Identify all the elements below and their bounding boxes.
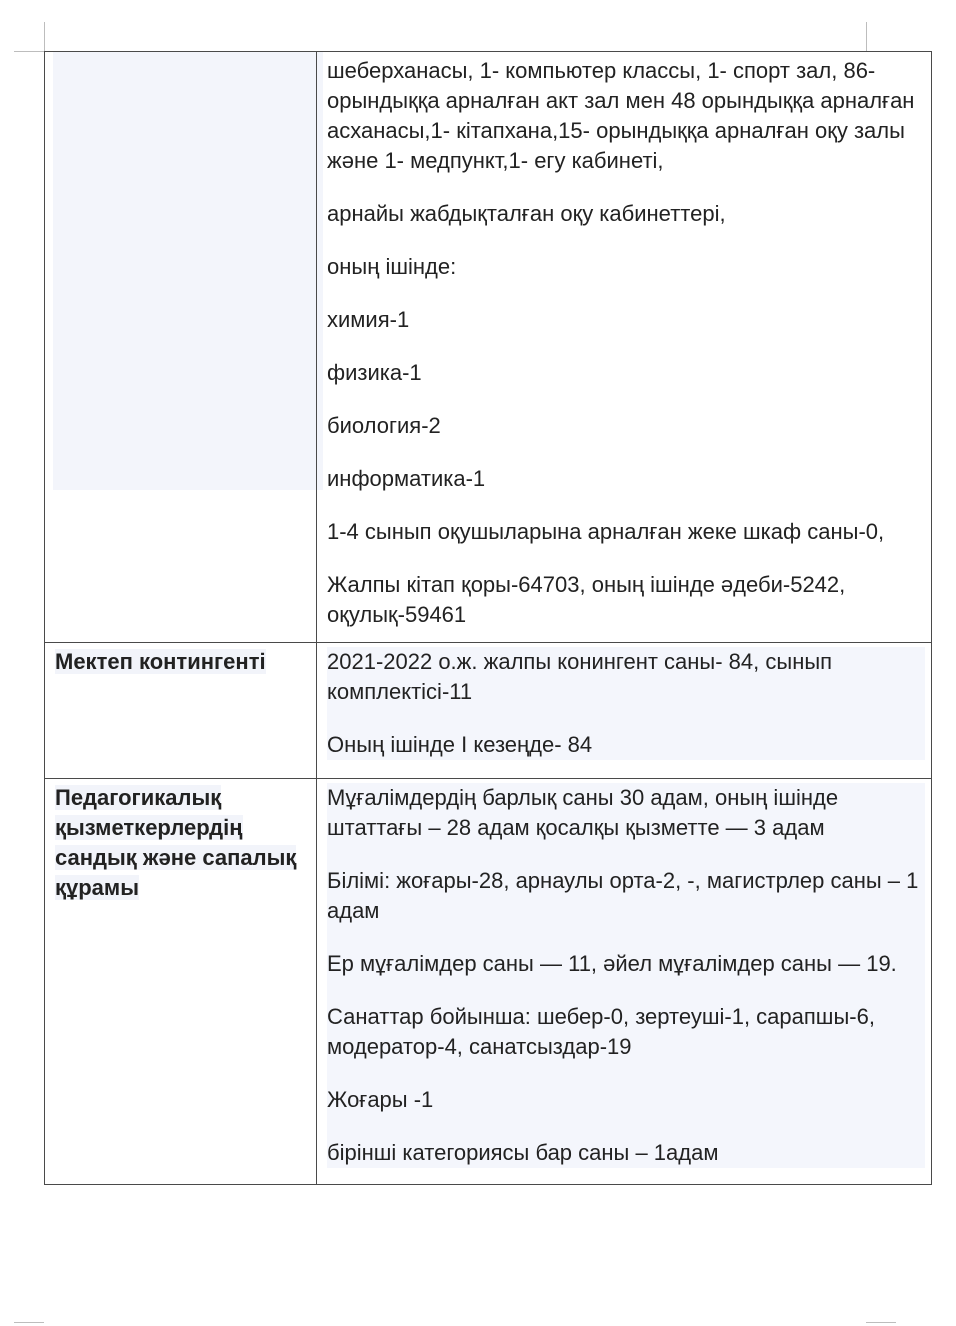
row-label: Педагогикалық қызметкерлердің сандық және сапалық құрамы — [55, 785, 297, 900]
paragraph: арнайы жабдықталған оқу кабинеттері, — [327, 201, 726, 226]
label-cell — [45, 643, 317, 779]
paragraph: 1-4 сынып оқушыларына арналған жеке шкаф саны-0, — [327, 519, 885, 544]
shaded-block — [327, 647, 925, 760]
crop-mark-top-right-v — [866, 22, 867, 51]
paragraph: Мұғалімдердің барлық саны 30 адам, оның ішінде штаттағы – 28 адам қосалқы қызметте — 3 адам — [327, 785, 839, 840]
paragraph: шеберханасы, 1- компьютер классы, 1- спорт зал, 86- орындыққа арналған акт зал мен 48 орындыққа арналған асханасы,1- кітапхана,15- орындыққа арналған оқу залы және 1- медпункт,1- егу кабинеті, — [327, 58, 915, 173]
paragraph: Ер мұғалімдер саны — 11, әйел мұғалімдер саны — 19. — [327, 951, 897, 976]
paragraph: Жоғары -1 — [327, 1087, 434, 1112]
table-row-staff — [45, 779, 932, 1185]
paragraph: Оның ішінде І кезеңде- 84 — [327, 732, 593, 757]
paragraph: информатика-1 — [327, 466, 486, 491]
content-cell — [317, 779, 932, 1185]
paragraph: физика-1 — [327, 360, 422, 385]
content-cell — [317, 52, 932, 643]
paragraph: 2021-2022 о.ж. жалпы конингент саны- 84, сынып комплектісі-11 — [327, 649, 833, 704]
crop-mark-top-left — [14, 51, 44, 52]
crop-mark-top-left-v — [44, 22, 45, 51]
info-table — [44, 51, 932, 1185]
paragraph: биология-2 — [327, 413, 441, 438]
label-cell — [45, 52, 317, 643]
table-row-facilities — [45, 52, 932, 643]
paragraph: бірінші категориясы бар саны – 1адам — [327, 1140, 719, 1165]
row-label: Мектеп контингенті — [55, 649, 266, 674]
paragraph: химия-1 — [327, 307, 410, 332]
shaded-block — [327, 783, 925, 1168]
table-row-contingent — [45, 643, 932, 779]
crop-mark-bottom-right — [866, 1322, 896, 1323]
paragraph: оның ішінде: — [327, 254, 457, 279]
content-cell — [317, 643, 932, 779]
paragraph: Білімі: жоғары-28, арнаулы орта-2, -, магистрлер саны – 1 адам — [327, 868, 919, 923]
label-cell — [45, 779, 317, 1185]
paragraph: Жалпы кітап қоры-64703, оның ішінде әдеби-5242, оқулық-59461 — [327, 572, 846, 627]
crop-mark-bottom-left — [14, 1322, 44, 1323]
paragraph: Санаттар бойынша: шебер-0, зертеуші-1, сарапшы-6, модератор-4, санатсыздар-19 — [327, 1004, 875, 1059]
shaded-block — [53, 52, 323, 490]
